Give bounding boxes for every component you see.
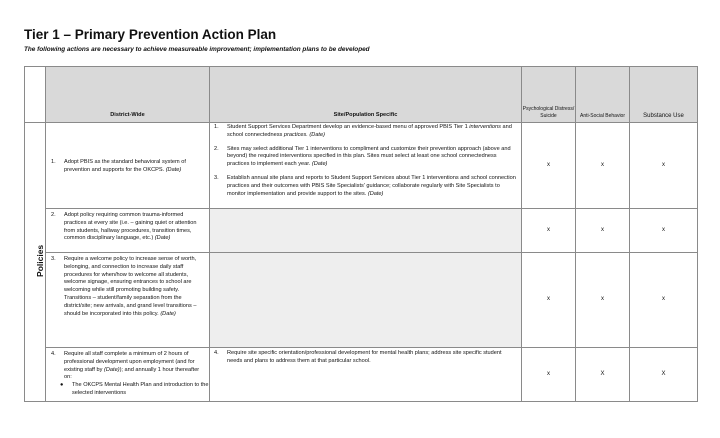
district-action-text: Require all staff complete a minimum of 2 hours of professional development upon employment (and for existing staff by [64,351,195,373]
header-psychological-distress: Psychological Distress/ Suicide [522,67,576,123]
site-action-text: Require site specific orientation/professional development for mental health plans; address site specific student needs and plans to address them at that particular school. [227,350,502,364]
mark-substance: X [630,348,698,402]
item-number: 1. [51,159,56,166]
header-row [25,67,698,123]
page-subtitle: The following actions are necessary to achieve measureable improvement; implementation plans to be developed [24,46,370,53]
district-cell [46,209,210,253]
action-plan-table [24,66,698,402]
district-action-date: (Date) [165,167,182,173]
mark-psychological: x [522,348,576,402]
district-cell [46,253,210,348]
site-action-date: practices. (Date) [283,131,325,138]
site-action-text: Sites may select additional Tier 1 interventions to compliment and customize their prevention approach (above and beyond) the required interventions specified in this plan. Sites must select at least one school connectedness practices to implement each year. [227,145,511,168]
header-site-specific: Site/Population Specific [210,67,522,123]
item-number: 4. [51,351,56,357]
mark-substance: x [630,209,698,253]
page-title: Tier 1 – Primary Prevention Action Plan [24,27,277,42]
district-action-text: Adopt policy requiring common trauma-informed practices at every site (i.e. – gaining quiet or attention from students, hallway procedures, transition times, common disciplinary language, etc.) [64,212,197,242]
item-number: 1. [214,124,219,130]
mark-psychological: x [522,253,576,348]
table-row [25,253,698,348]
mark-psychological: x [522,209,576,253]
item-number: 4. [214,350,219,356]
district-action-text-rest: ); and annually 1 hour thereafter on: [64,366,200,381]
section-label-policies: Policies [35,244,46,278]
site-cell [210,348,522,402]
table-row [25,348,698,402]
site-action-italic: interventions [469,124,501,130]
district-action-date: (Date) [160,310,176,317]
district-action-date: (Date) [104,366,120,373]
district-action-date: (Date) [154,235,171,242]
mark-anti-social: X [576,348,630,402]
item-number: 2. [214,145,219,152]
table-row [25,123,698,209]
site-cell [210,123,522,209]
item-number: 3. [214,174,219,181]
bullet-icon: ● [60,382,64,389]
mark-substance: x [630,253,698,348]
district-action-text: Adopt PBIS as the standard behavioral system of prevention and supports for the OKCPS. [64,159,186,173]
section-label-cell [25,123,46,402]
mark-anti-social: x [576,253,630,348]
site-action-text-rest: and school connectedness [227,124,512,138]
header-substance-use: Substance Use [630,67,698,123]
mark-anti-social: x [576,209,630,253]
bullet-text: The OKCPS Mental Health Plan and introduction to the selected interventions [72,382,209,396]
mark-psychological: x [522,123,576,209]
header-anti-social-behavior: Anti-Social Behavior [576,67,630,123]
header-district-wide: District-Wide [46,67,210,123]
item-number: 3. [51,256,56,262]
district-action-text: Require a welcome policy to increase sense of worth, belonging, and connection to increase daily staff procedures for when/how to welcome all students, welcome signage, ensuring entrances to school are welcoming while still promoting building safety. Transitions – student/family separation from the district/site; new arrivals, and grand level transitions – should be incorporated into this policy. [64,256,197,317]
table-row [25,209,698,253]
district-cell [46,123,210,209]
mark-anti-social: x [576,123,630,209]
site-action-text: Student Support Services Department develop an evidence-based menu of approved PBIS Tier 1 [227,124,470,130]
mark-substance: x [630,123,698,209]
site-cell-empty [210,253,522,348]
site-action-text: Establish annual site plans and reports to Student Support Services about Tier 1 interventions and school connection practices and their outcomes with PBIS Site Specialists' guidance; collaborate regularly with Site Specialists to monitor implementation and provide support to the sites. [227,174,516,197]
item-number: 2. [51,212,56,218]
header-blank-cell [25,67,46,123]
site-cell-empty [210,209,522,253]
site-action-date: (Date) [366,190,384,197]
district-cell [46,348,210,402]
site-action-date: (Date) [310,161,328,168]
